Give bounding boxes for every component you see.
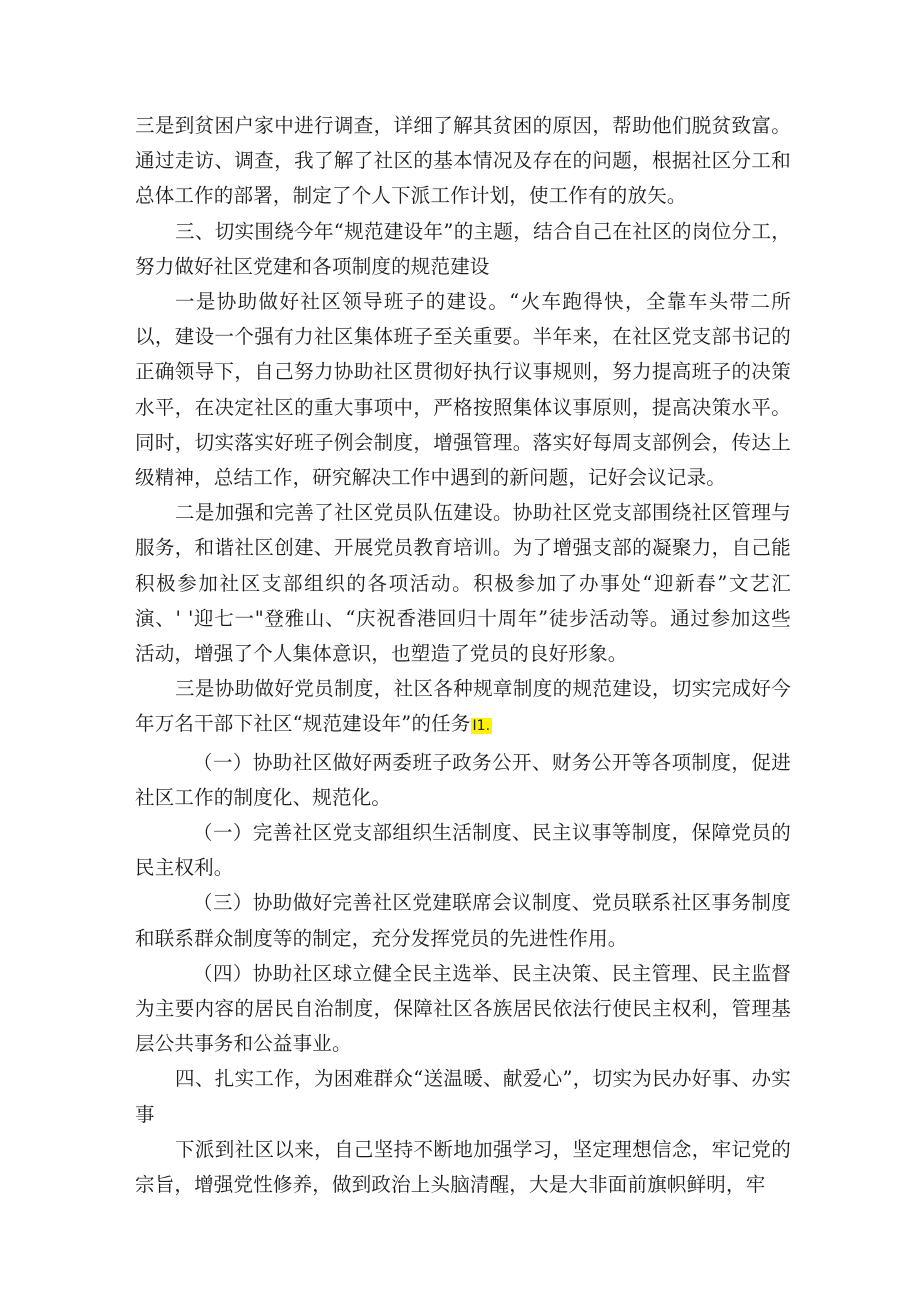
paragraph-3: 一是协助做好社区领导班子的建设。“火车跑得快，全靠车头带二所以，建设一个强有力社区集体班子至关重要。半年来，在社区党支部书记的正确领导下，自己努力协助社区贯彻好执行议事规则，努力提高班子的决策水平，在决定社区的重大事项中，严格按照集体议事原则，提高决策水平。同时，切实落实好班子例会制度，增强管理。落实好每周支部例会，传达上级精神，总结工作，研究解决工作中遇到的新问题，记好会议记录。 [135, 290, 791, 490]
paragraph-2-heading: 三、切实围绕今年“规范建设年”的主题，结合自己在社区的岗位分工，努力做好社区党建和各项制度的规范建设 [135, 219, 791, 278]
highlight-mark: I1. [472, 718, 491, 735]
list-item-3: （三）协助做好完善社区党建联席会议制度、党员联系社区事务制度和联系群众制度等的制定，充分发挥党员的先进性作用。 [135, 891, 791, 950]
document-page [135, 108, 791, 1202]
list-item-2: （一）完善社区党支部组织生活制度、民主议事等制度，保障党员的民主权利。 [135, 821, 791, 880]
paragraph-4: 二是加强和完善了社区党员队伍建设。协助社区党支部围绕社区管理与服务，和谐社区创建、开展党员教育培训。为了增强支部的凝聚力，自己能积极参加社区支部组织的各项活动。积极参加了办事处“迎新春”文艺汇演、' '迎七一"登雅山、“庆祝香港回归十周年”徒步活动等。通过参加这些活动，增强了个人集体意识，也塑造了党员的良好形象。 [135, 501, 791, 666]
paragraph-5 [135, 671, 791, 744]
paragraph-5-text: 三是协助做好党员制度，社区各种规章制度的规范建设，切实完成好今年万名干部下社区“规范建设年”的任务 [135, 677, 791, 736]
list-item-4: （四）协助社区球立健全民主选举、民主决策、民主管理、民主监督为主要内容的居民自治制度，保障社区各族居民依法行使民主权利，管理基层公共事务和公益事业。 [135, 961, 791, 1056]
paragraph-last: 下派到社区以来，自己坚持不断地加强学习，坚定理想信念，牢记党的宗旨，增强党性修养，做到政治上头脑清醒，大是大非面前旗帜鲜明，牢 [135, 1137, 791, 1197]
list-item-1: （一）协助社区做好两委班子政务公开、财务公开等各项制度，促进社区工作的制度化、规范化。 [135, 750, 791, 809]
paragraph-heading-4: 四、扎实工作，为困难群众“送温暖、献爱心”，切实为民办好事、办实事 [135, 1067, 791, 1126]
paragraph-1: 三是到贫困户家中进行调查，详细了解其贫困的原因，帮助他们脱贫致富。通过走访、调查，我了解了社区的基本情况及存在的问题，根据社区分工和总体工作的部署，制定了个人下派工作计划，使工作有的放矢。 [135, 114, 791, 208]
